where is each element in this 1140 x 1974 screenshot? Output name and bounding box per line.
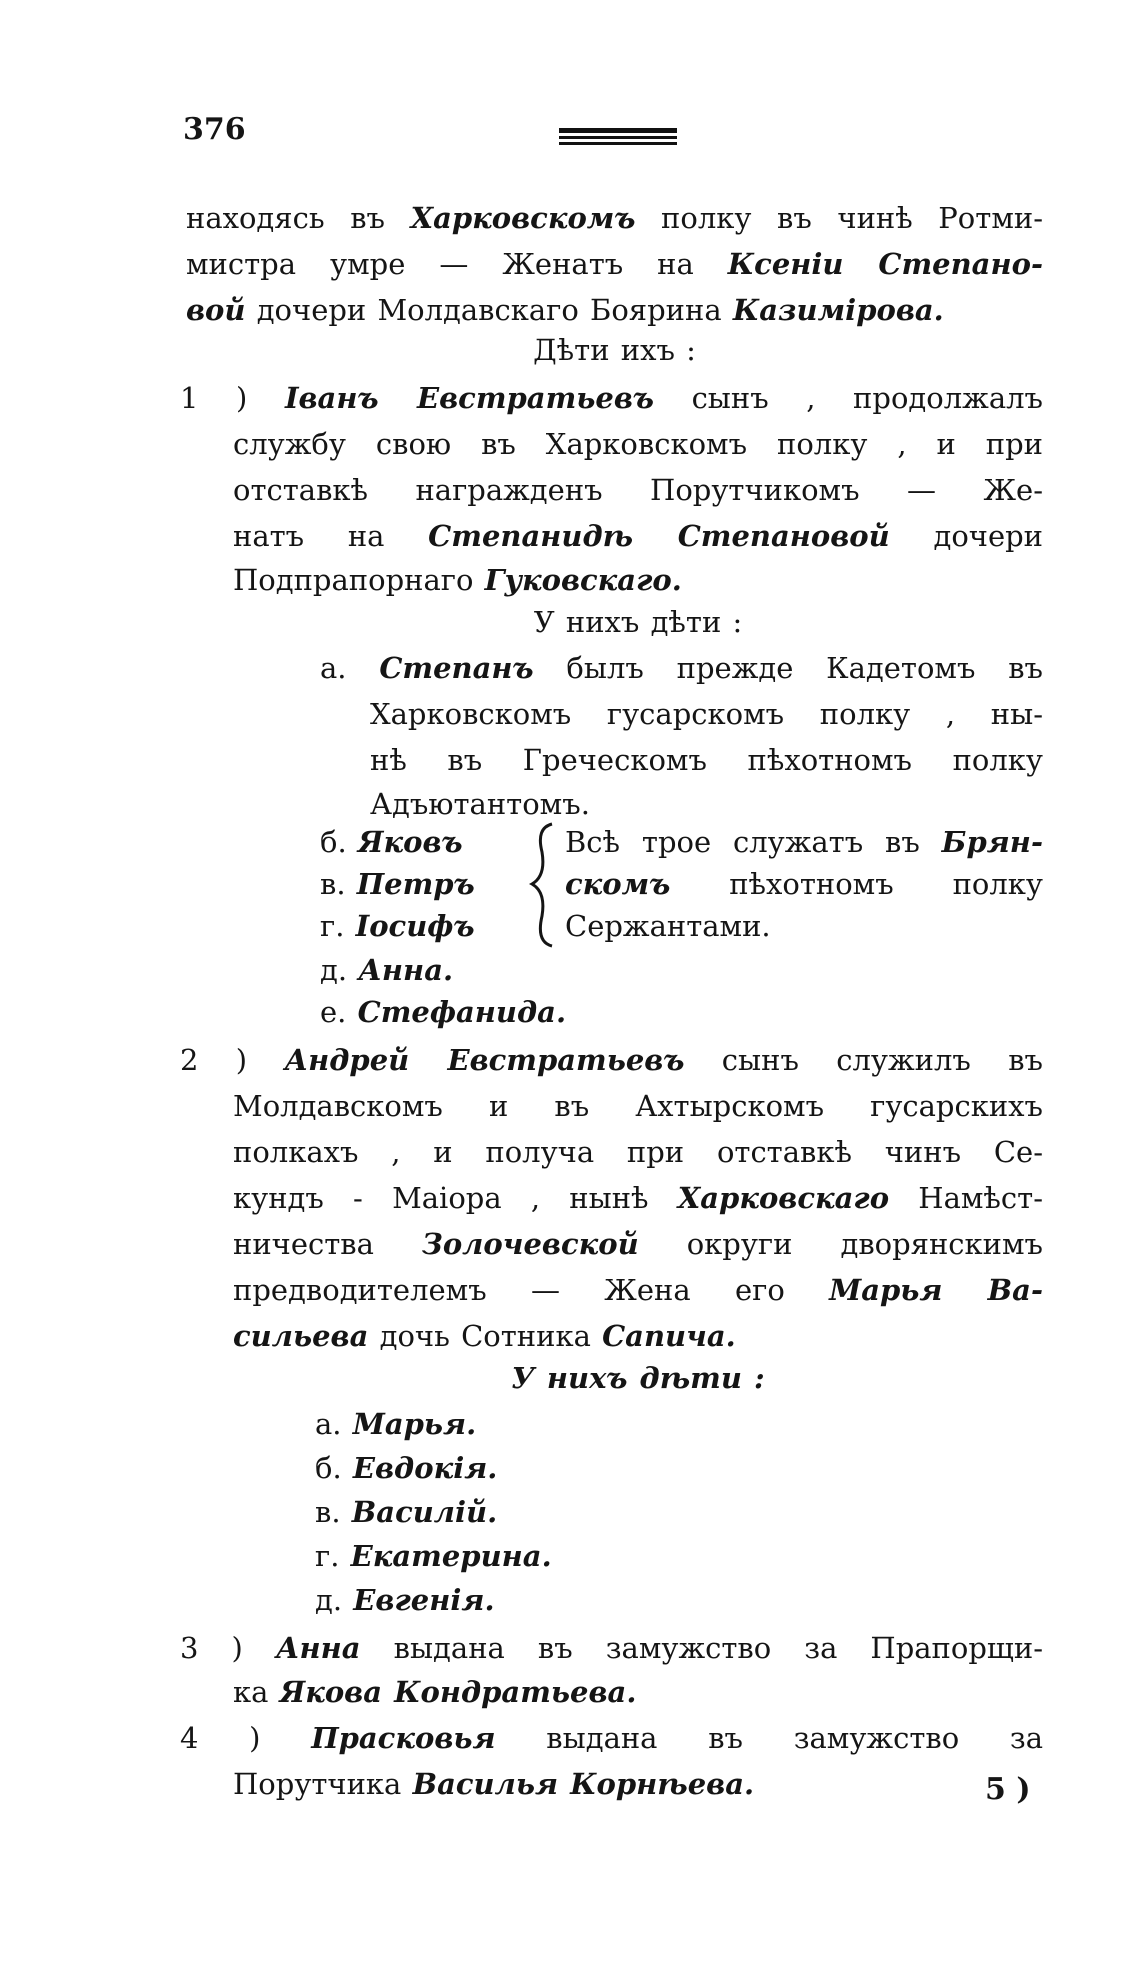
text-line [315, 1492, 715, 1532]
italic-name: Василья Корнѣева. [412, 1767, 755, 1801]
text-line [320, 950, 720, 990]
text-line [180, 1040, 1043, 1080]
italic-name: Сапича. [602, 1319, 736, 1353]
text-line [320, 906, 520, 946]
text-run: дочь Сотника [368, 1319, 603, 1353]
text-run: Адъютантомъ. [370, 787, 590, 821]
text-run: пѣхотномъ полку [670, 867, 1043, 901]
text-line [565, 906, 1043, 946]
text-run: 1 ) [180, 381, 285, 415]
italic-name: Марья Ва- [829, 1273, 1043, 1307]
text-line [233, 1672, 1043, 1712]
text-run: Порутчика [233, 1767, 413, 1801]
text-line [320, 992, 720, 1032]
text-run: г. [320, 909, 356, 943]
text-line [315, 1404, 715, 1444]
italic-name: Ксеніи Степано- [727, 247, 1043, 281]
page-number: 376 [183, 112, 246, 147]
text-line [233, 1270, 1043, 1310]
text-line [565, 822, 1043, 862]
text-run: кундъ - Маіора , нынѣ [233, 1181, 678, 1215]
section-heading [186, 330, 1043, 370]
italic-name: Екатерина. [350, 1539, 552, 1573]
text-run: мистра умре — Женатъ на [186, 247, 728, 281]
text-run: былъ прежде Кадетомъ въ [533, 651, 1044, 685]
italic-name: Гуковскаго. [484, 563, 682, 597]
text-run: выдана въ замужство за Прапорщи- [360, 1631, 1043, 1665]
text-run: сынъ , продолжалъ [653, 381, 1043, 415]
italic-name: Іванъ Евстратьевъ [284, 381, 654, 415]
brace [528, 820, 556, 950]
text-line [233, 1224, 1043, 1264]
text-run: а. [320, 651, 380, 685]
text-run: Харковскомъ гусарскомъ полку , ны- [370, 697, 1043, 731]
text-line [233, 516, 1043, 556]
text-line [233, 560, 1043, 600]
italic-name: У нихъ дѣти : [511, 1361, 765, 1395]
italic-name: Брян- [941, 825, 1043, 859]
text-run: Подпрапорнаго [233, 563, 485, 597]
italic-name: Евдокія. [352, 1451, 498, 1485]
text-line [315, 1448, 715, 1488]
italic-name: Іосифъ [355, 909, 475, 943]
text-run: полкахъ , и получа при отставкѣ чинъ Се- [233, 1135, 1043, 1169]
italic-name: Якова Кондратьева. [279, 1675, 637, 1709]
text-line [320, 864, 520, 904]
text-line [320, 822, 520, 862]
text-line [315, 1536, 715, 1576]
text-line [180, 1628, 1043, 1668]
italic-name: Евгенія. [353, 1583, 495, 1617]
text-run: Всѣ трое служатъ въ [565, 825, 942, 859]
italic-name: Андрей Евстратьевъ [284, 1043, 685, 1077]
text-line [315, 1580, 715, 1620]
section-heading [233, 602, 1043, 642]
text-line [186, 290, 1043, 330]
text-run: натъ на [233, 519, 429, 553]
text-run: Молдавскомъ и въ Ахтырскомъ гусарскихъ [233, 1089, 1043, 1123]
italic-name: Яковъ [357, 825, 463, 859]
italic-name: Казимірова. [732, 293, 944, 327]
text-run: д. [315, 1583, 354, 1617]
italic-name: скомъ [565, 867, 671, 901]
text-run: дочери [889, 519, 1044, 553]
text-line [370, 784, 1043, 824]
text-line [370, 694, 1043, 734]
text-run: Намѣст- [889, 1181, 1043, 1215]
text-run: г. [315, 1539, 351, 1573]
italic-name: сильева [233, 1319, 369, 1353]
text-run: сынъ служилъ въ [684, 1043, 1044, 1077]
text-line [180, 1718, 1043, 1758]
page-header [183, 112, 693, 152]
catchword: 5 ) [985, 1772, 1031, 1807]
text-line [186, 198, 1043, 238]
text-line [186, 244, 1043, 284]
text-run: Дѣти ихъ : [533, 333, 696, 367]
text-run: ка [233, 1675, 280, 1709]
text-line [320, 648, 1043, 688]
text-line [233, 1764, 1043, 1804]
text-run: б. [315, 1451, 353, 1485]
text-line [233, 470, 1043, 510]
text-run: в. [315, 1495, 352, 1529]
italic-name: вой [186, 293, 246, 327]
text-run: а. [315, 1407, 353, 1441]
text-run: 3 ) [180, 1631, 276, 1665]
header-rule [559, 128, 677, 148]
text-run: отставкѣ награжденъ Порутчикомъ — Же- [233, 473, 1043, 507]
italic-name: Золочевской [421, 1227, 639, 1261]
italic-name: Степанидѣ Степановой [428, 519, 890, 553]
text-run: предводителемъ — Жена его [233, 1273, 830, 1307]
text-run: е. [320, 995, 358, 1029]
italic-name: Харковскомъ [410, 201, 636, 235]
text-line [565, 864, 1043, 904]
italic-name: Василій. [351, 1495, 498, 1529]
text-line [233, 1316, 1043, 1356]
text-run: округи дворянскимъ [638, 1227, 1043, 1261]
text-line [233, 1086, 1043, 1126]
italic-name: Марья. [352, 1407, 477, 1441]
section-heading [233, 1358, 1043, 1398]
text-run: 4 ) [180, 1721, 312, 1755]
text-run: выдана въ замужство за [495, 1721, 1044, 1755]
text-run: нѣ въ Греческомъ пѣхотномъ полку [370, 743, 1043, 777]
text-line [233, 1132, 1043, 1172]
italic-name: Петръ [356, 867, 475, 901]
italic-name: Анна. [358, 953, 454, 987]
text-run: в. [320, 867, 357, 901]
text-run: дочери Молдавскаго Боярина [245, 293, 733, 327]
text-run: полку въ чинѣ Ротми- [635, 201, 1043, 235]
text-run: ничества [233, 1227, 422, 1261]
text-line [233, 424, 1043, 464]
text-line [370, 740, 1043, 780]
italic-name: Стефанида. [357, 995, 567, 1029]
italic-name: Прасковья [311, 1721, 496, 1755]
text-run: д. [320, 953, 359, 987]
text-run: службу свою въ Харковскомъ полку , и при [233, 427, 1043, 461]
text-run: 2 ) [180, 1043, 285, 1077]
italic-name: Анна [275, 1631, 361, 1665]
text-run: У нихъ дѣти : [533, 605, 743, 639]
text-run: б. [320, 825, 358, 859]
text-run: Сержантами. [565, 909, 771, 943]
text-line [180, 378, 1043, 418]
italic-name: Харковскаго [677, 1181, 890, 1215]
text-run: находясь въ [186, 201, 411, 235]
italic-name: Степанъ [379, 651, 534, 685]
text-line [233, 1178, 1043, 1218]
